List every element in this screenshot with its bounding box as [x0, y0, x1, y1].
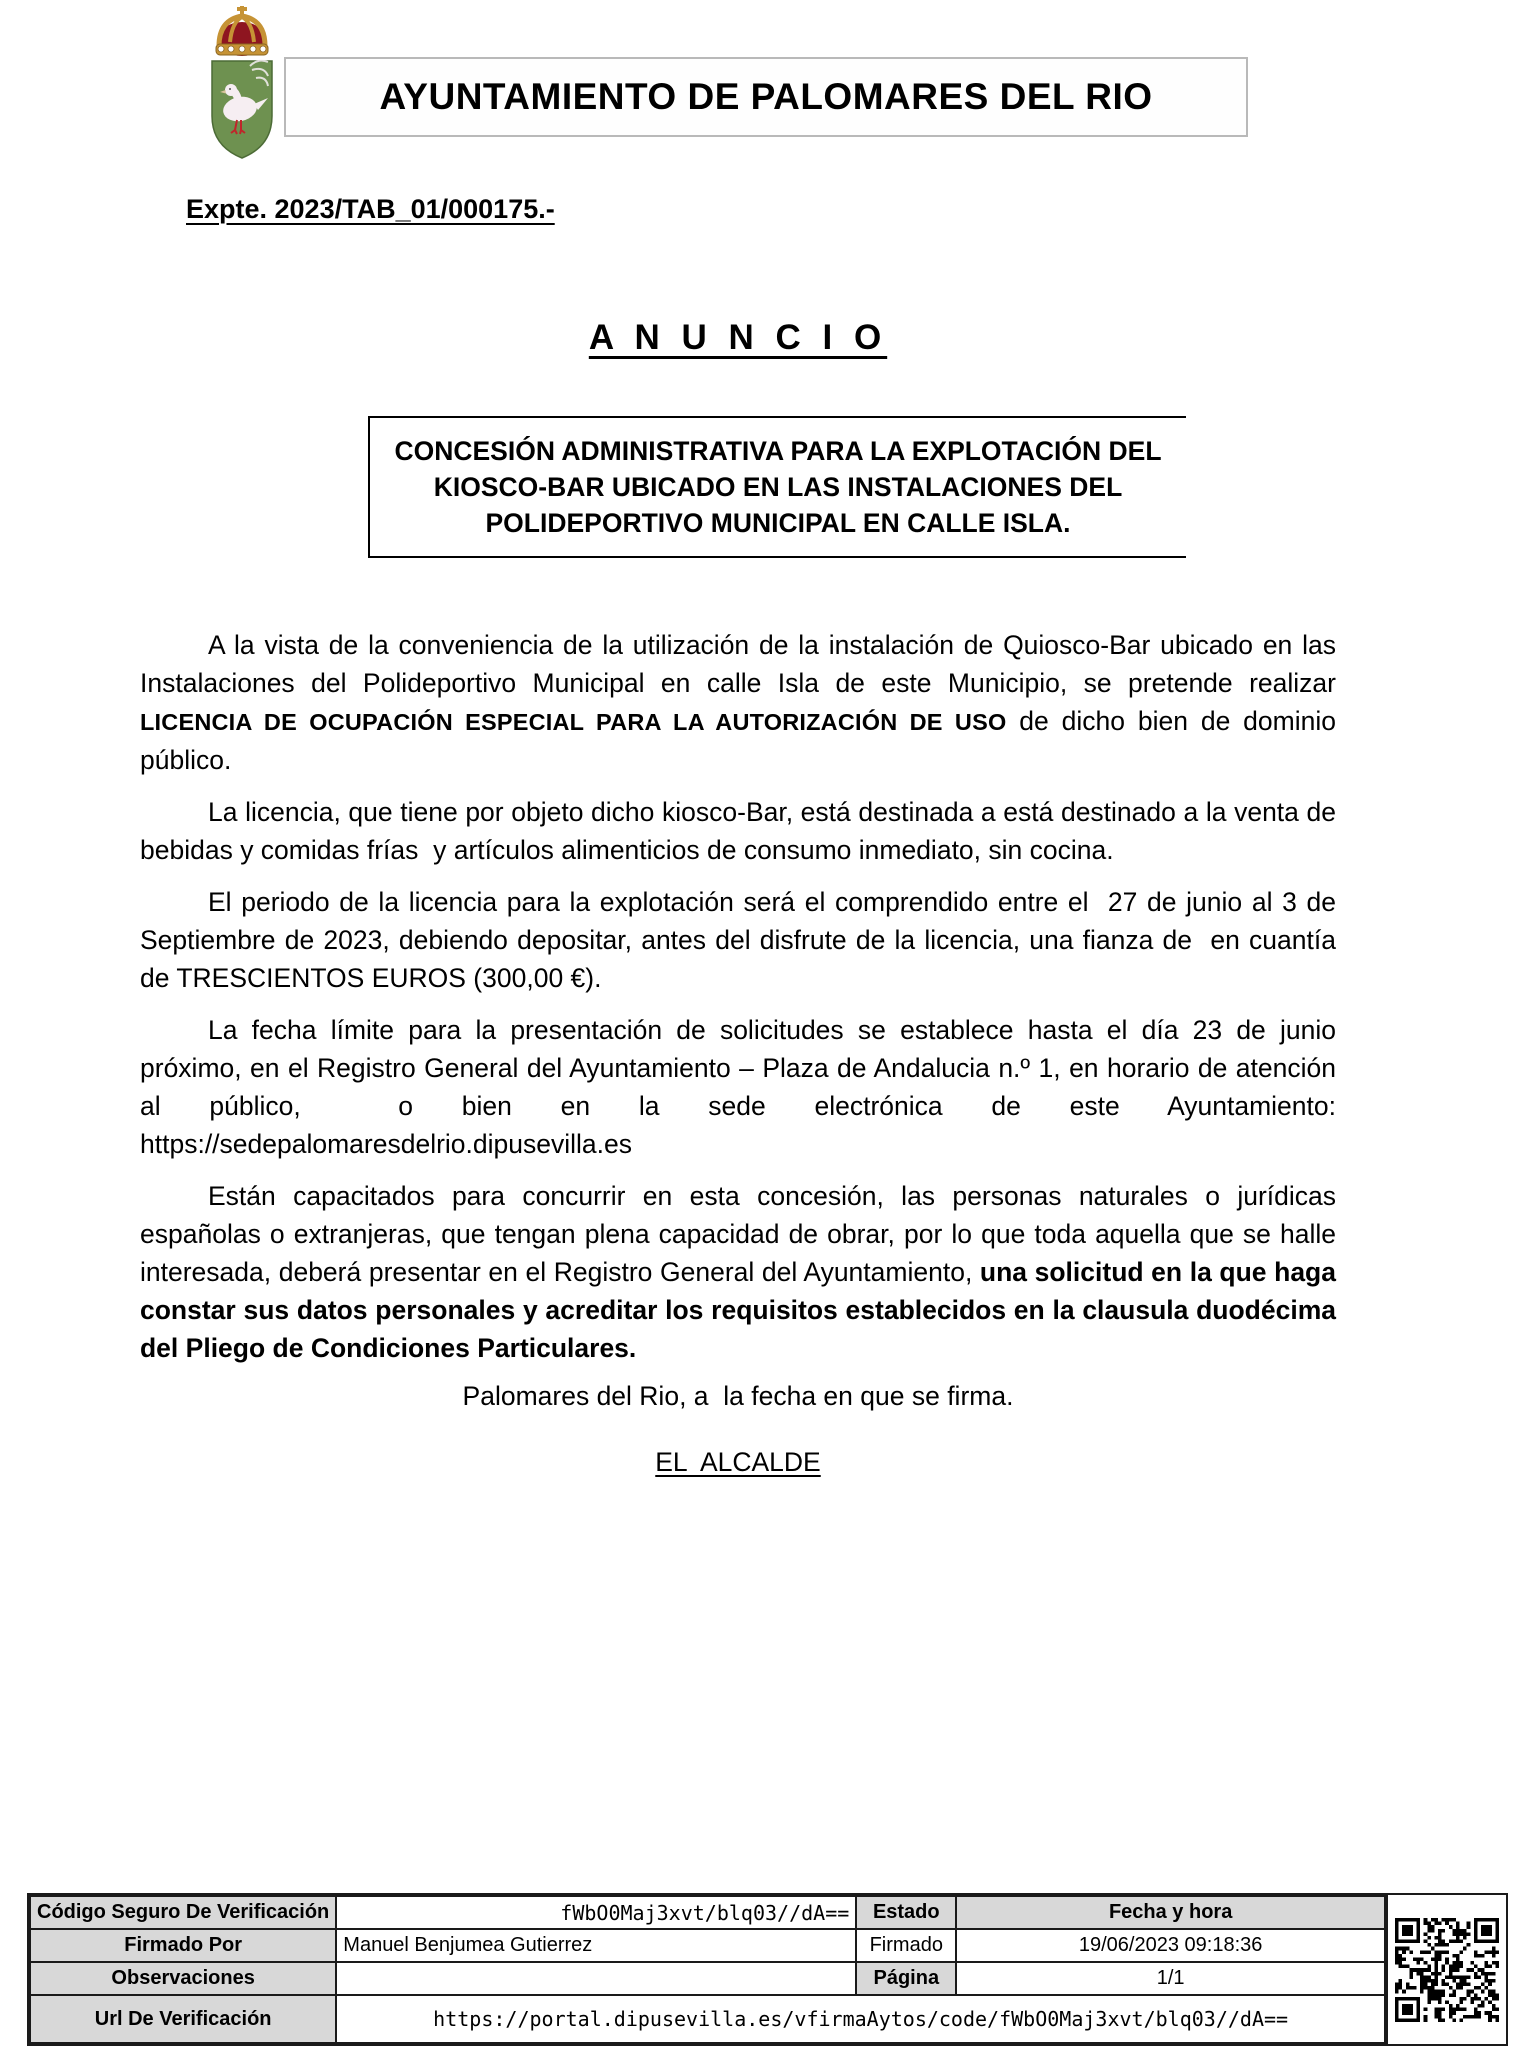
observaciones-value: [336, 1962, 856, 1995]
firmado-por-label: Firmado Por: [30, 1929, 336, 1962]
table-row: [30, 1929, 1385, 1962]
municipal-coat-of-arms-icon: [190, 6, 294, 162]
table-row: [30, 1962, 1385, 1995]
csv-value: fWbO0Maj3xvt/blq03//dA==: [336, 1896, 856, 1929]
subject-box: [368, 416, 1186, 558]
paragraph-5: [140, 1177, 1344, 1367]
paragraph-3: El periodo de la licencia para la explotación será el comprendido entre el 27 de junio al 3 de Septiembre de 2023, debiendo depositar, antes del disfrute de la licencia, una fianza de en cuantía de TRESCIENTOS EUROS (300,00 €).: [140, 887, 1344, 993]
subject-line-1: CONCESIÓN ADMINISTRATIVA PARA LA EXPLOTACIÓN DEL: [394, 436, 1162, 466]
municipality-title: AYUNTAMIENTO DE PALOMARES DEL RIO: [379, 76, 1153, 117]
paragraph-5-bold: una solicitud en la que haga constar sus datos personales y acreditar los requisitos establecidos en la clausula duodécima del Pliego de Condiciones Particulares.: [140, 1257, 1344, 1363]
qr-code-cell: [1386, 1895, 1506, 2044]
body-paragraphs: [140, 626, 1344, 1367]
paragraph-4: La fecha límite para la presentación de solicitudes se establece hasta el día 23 de junio próximo, en el Registro General del Ayuntamiento – Plaza de Andalucia n.º 1, en horario de atención al público, o bien en la sede electrónica de este Ayuntamiento: https://sedepalomaresdelrio.dipusevilla.es: [140, 1015, 1344, 1159]
paragraph-1: [140, 626, 1344, 779]
closing-place-line: Palomares del Rio, a la fecha en que se firma.: [462, 1381, 1014, 1411]
estado-label: Estado: [856, 1896, 956, 1929]
signature-title: EL ALCALDE: [655, 1447, 821, 1477]
paragraph-1-text: A la vista de la conveniencia de la utilización de la instalación de Quiosco-Bar ubicado en las Instalaciones del Polideportivo Municipal en calle Isla de este Municipio, se pretende realizar: [140, 630, 1344, 698]
subject-line-3: POLIDEPORTIVO MUNICIPAL EN CALLE ISLA.: [485, 508, 1071, 538]
paragraph-2: La licencia, que tiene por objeto dicho kiosco-Bar, está destinada a está destinado a la venta de bebidas y comidas frías y artículos alimenticios de consumo inmediato, sin cocina.: [140, 797, 1344, 865]
expediente-number: Expte. 2023/TAB_01/000175.-: [186, 194, 555, 224]
verification-footer: [27, 1893, 1508, 2046]
paragraph-5-text: Están capacitados para concurrir en esta concesión, las personas naturales o jurídicas españolas o extranjeras, que tengan plena capacidad de obrar, por lo que toda aquella que se halle interesada, deberá presentar en el Registro General del Ayuntamiento,: [140, 1181, 1344, 1287]
url-value: https://portal.dipusevilla.es/vfirmaAytos/code/fWbO0Maj3xvt/blq03//dA==: [336, 1995, 1385, 2043]
pagina-label: Página: [856, 1962, 956, 1995]
document-body: [140, 318, 1344, 1481]
observaciones-label: Observaciones: [30, 1962, 336, 1995]
csv-label: Código Seguro De Verificación: [30, 1896, 336, 1929]
subject-line-2: KIOSCO-BAR UBICADO EN LAS INSTALACIONES DEL: [433, 472, 1123, 502]
url-label: Url De Verificación: [30, 1995, 336, 2043]
fecha-value: 19/06/2023 09:18:36: [956, 1929, 1385, 1962]
firmado-por-value: Manuel Benjumea Gutierrez: [336, 1929, 856, 1962]
anuncio-heading: A N U N C I O: [588, 318, 888, 357]
table-row: [30, 1995, 1385, 2043]
paragraph-1-licencia-caps: LICENCIA DE OCUPACIÓN ESPECIAL PARA LA AUTORIZACIÓN DE USO: [140, 709, 1007, 735]
verification-table: [29, 1895, 1386, 2044]
pagina-value: 1/1: [956, 1962, 1385, 1995]
header-title-box: [284, 57, 1248, 137]
fecha-label: Fecha y hora: [956, 1896, 1385, 1929]
table-row: [30, 1896, 1385, 1929]
estado-value: Firmado: [856, 1929, 956, 1962]
qr-code-icon: [1395, 1918, 1499, 2022]
paragraph-1-tail: de dicho bien de dominio público.: [140, 706, 1344, 775]
